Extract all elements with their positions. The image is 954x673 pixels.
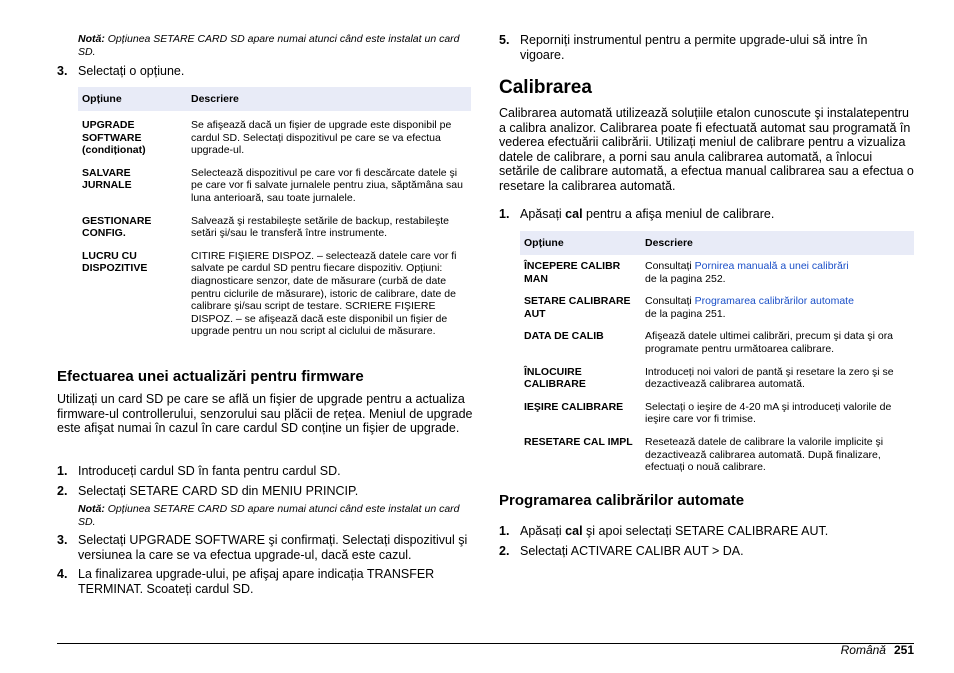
calibration-intro-paragraph: Calibrarea automată utilizează soluțiile etalon cunoscute şi instalatepentru a calibra analizor. Calibrarea poate fi efectuată automat sau programată în vederea efectuării calibrării. Utilizați meniul de calibrare pentru a vizualiza datele de calibrare, a porni sau anula calibrarea automată, a înlocui setările de calibrare automată, a efectua manual calibrarea sau a efectua o resetare la calibrarea automată. [499, 106, 914, 193]
table-header-option: Opțiune [78, 87, 187, 111]
firmware-step-2: 2. Selectați SETARE CARD SD din MENIU PRINCIP. [57, 484, 359, 498]
firmware-step-4: 4. La finalizarea upgrade-ului, pe afişaj apare indicația TRANSFER TERMINAT. Scoateți cardul SD. [57, 567, 435, 596]
table-row: RESETARE CAL IMPL Resetează datele de calibrare la valorile implicite şi dezactivează calibrarea automată. După finalizare, efectuați o nouă calibrare. [524, 435, 884, 474]
table-header-description: Descriere [187, 87, 471, 111]
table-row: GESTIONARE CONFIG. Salvează şi restabileşte setările de backup, restabileşte setări şi/sau le transferă între instrumente. [82, 214, 449, 240]
footer-language: Română [840, 643, 886, 657]
page-number: 251 [893, 643, 914, 657]
firmware-step-3: 3. Selectați UPGRADE SOFTWARE şi confirmați. Selectați dispozitivul şi versiunea la care se va efectua upgrade-ul, dacă este cazul. [57, 533, 468, 562]
note-sd-card-bottom: Notă: Opțiunea SETARE CARD SD apare numai atunci când este instalat un card SD. [78, 503, 460, 528]
firmware-step-1: 1. Introduceți cardul SD în fanta pentru cardul SD. [57, 464, 341, 478]
calibration-step-1: 1. Apăsați cal pentru a afişa meniul de calibrare. [499, 207, 775, 221]
link-auto-calibration-schedule[interactable]: Programarea calibrărilor automate [694, 295, 854, 308]
table-header-option: Opțiune [520, 231, 641, 255]
firmware-intro-paragraph: Utilizați un card SD pe care se află un fişier de upgrade pentru a actualiza firmware-ul controllerului, senzorului sau plăcii de rețea. Meniul de upgrade este afişat numai în cazul în care cardul SD conține un fişier de upgrade. [57, 392, 473, 436]
table-row: UPGRADE SOFTWARE (condiționat) Se afişează dacă un fişier de upgrade este disponibil pe cardul SD. Selectați dispozitivul pe care se va efectua upgrade-ul. [82, 119, 452, 157]
sd-options-table [78, 87, 471, 340]
page-footer [841, 643, 914, 657]
table-row: DATA DE CALIB Afişează datele ultimei calibrări, precum şi data şi ora programate pentru următoarea calibrare. [524, 330, 894, 355]
note-sd-card-top: Notă: Opțiunea SETARE CARD SD apare numai atunci când este instalat un card SD. [78, 33, 460, 58]
table-row: ÎNLOCUIRE CALIBRARE Introduceți noi valori de pantă şi resetare la zero şi se dezactivează calibrarea automată. [524, 365, 894, 391]
link-manual-calibration[interactable]: Pornirea manuală a unei calibrări [694, 260, 849, 272]
page-title-calibration: Calibrarea [499, 77, 592, 98]
table-row: SALVARE JURNALE Selectează dispozitivul pe care vor fi descărcate datele şi pe care vor fi salvate jurnalele pentru ziua, săptămâna sau luna anterioară, sau toate jurnalele. [82, 166, 463, 204]
table-row: ÎNCEPERE CALIBR MAN Consultați Pornirea manuală a unei calibrări de la pagina 252. [524, 260, 849, 285]
auto-calibration-step-1: 1. Apăsați cal şi apoi selectați SETARE CALIBRARE AUT. [499, 524, 829, 538]
step-3-select-option: 3. Selectați o opțiune. [57, 64, 185, 78]
table-row: SETARE CALIBRARE AUT Consultați Programarea calibrărilor automate de la pagina 251. [524, 295, 854, 320]
table-header-description: Descriere [641, 231, 914, 255]
table-row: LUCRU CU DISPOZITIVE CITIRE FIŞIERE DISPOZ. – selectează datele care vor fi salvate pe cardul SD pentru fiecare dispozitiv. Opțiuni: diagnosticare senzor, date de măsurare (curbă de date pentru ciclurile de măsurare), istoric de calibrare, date de calibrare şi/sau script de testare. SCRIERE FIŞIERE DISPOZ. – se afişează dacă este disponibil un fişier de upgrade pentru un nou script al ciclului de măsurare. [82, 249, 457, 338]
table-row: IEŞIRE CALIBRARE Selectați o ieşire de 4-20 mA şi introduceți valorile de ieşire care vor fi trimise. [524, 400, 892, 426]
calibration-options-table [520, 231, 914, 476]
footer-divider [57, 643, 914, 644]
section-heading-auto-calibration: Programarea calibrărilor automate [499, 492, 745, 509]
auto-calibration-step-2: 2. Selectați ACTIVARE CALIBR AUT > DA. [499, 544, 744, 558]
section-heading-firmware: Efectuarea unei actualizări pentru firmware [57, 368, 364, 385]
firmware-step-5: 5. Reporniți instrumentul pentru a permite upgrade-ului să intre în vigoare. [499, 33, 868, 62]
